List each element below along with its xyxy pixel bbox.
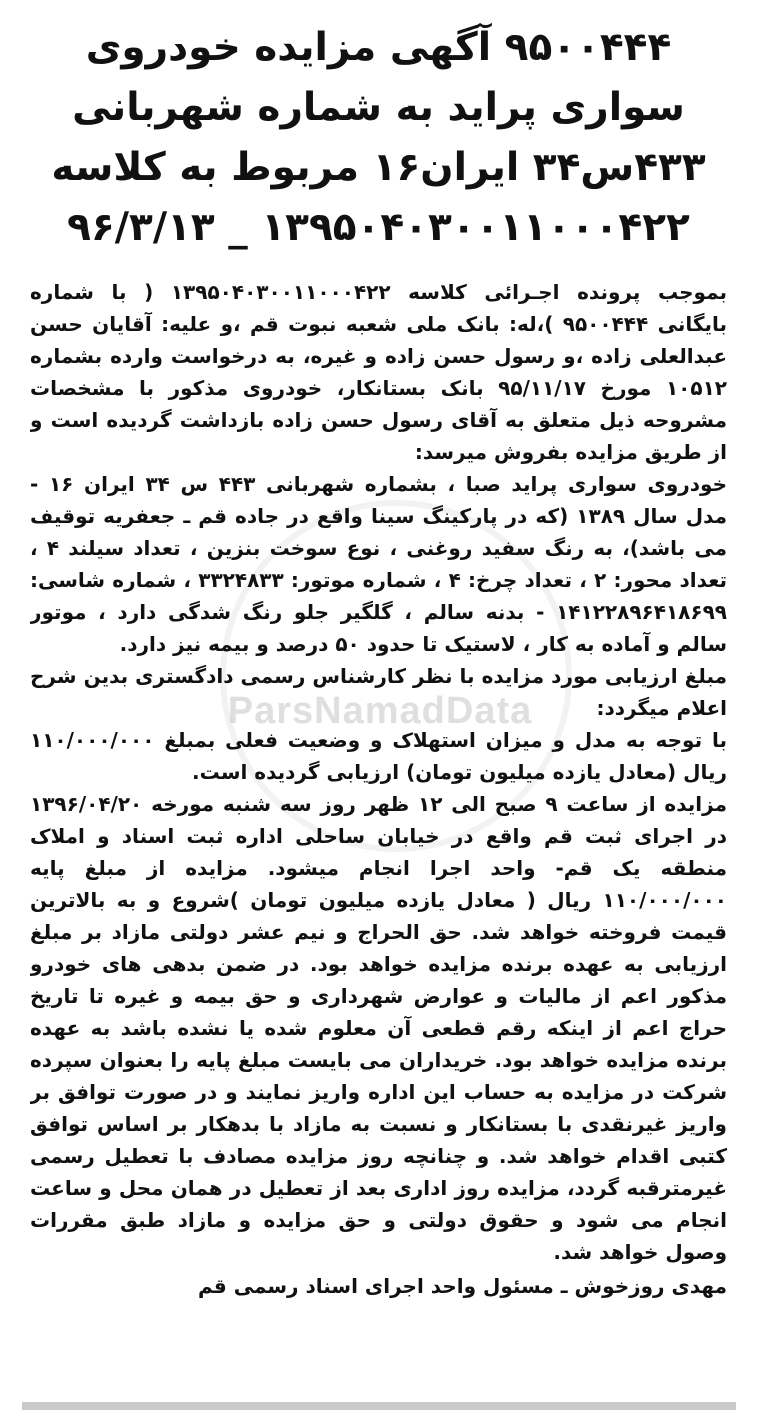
auction-notice xyxy=(30,18,727,1378)
paragraph-appraisal-value: با توجه به مدل و میزان استهلاک و وضعیت فعلی بمبلغ ۱۱۰/۰۰۰/۰۰۰ ریال (معادل یازده میلیون تومان) ارزیابی گردیده است. xyxy=(30,728,727,784)
paragraph-case-details: بموجب پرونده اجـرائی کلاسه ۱۳۹۵۰۴۰۳۰۰۱۱۰۰۰۴۲۲ ( با شماره بایگانی ۹۵۰۰۴۴۴ )،له: بانک ملی شعبه نبوت قم ،و علیه: آقایان حسن عبدالعلی زاده ،و رسول حسن زاده و غیره، به درخواست وارده بشماره ۱۰۵۱۲ مورخ ۹۵/۱۱/۱۷ بانک بستانکار، خودروی مذکور با مشخصات مشروحه ذیل متعلق به آقای رسول حسن زاده بازداشت گردیده است و از طریق مزایده بفروش میرسد: xyxy=(30,280,727,464)
signature: مهدی روزخوش ـ مسئول واحد اجرای اسناد رسمی قم xyxy=(197,1274,727,1298)
paragraph-appraisal-intro: مبلغ ارزیابی مورد مزایده با نظر کارشناس رسمی دادگستری بدین شرح اعلام میگردد: xyxy=(30,664,727,720)
paragraph-auction-terms: مزایده از ساعت ۹ صبح الی ۱۲ ظهر روز سه شنبه مورخه ۱۳۹۶/۰۴/۲۰ در اجرای ثبت قم واقع در خیابان ساحلی اداره ثبت اسناد و املاک منطقه یک قم- واحد اجرا انجام میشود. مزایده از مبلغ پایه ۱۱۰/۰۰۰/۰۰۰ ریال ( معادل یازده میلیون تومان )شروع و به بالاترین قیمت فروخته خواهد شد. حق الحراج و نیم عشر دولتی مازاد بر مبلغ ارزیابی به عهده برنده مزایده خواهد بود. در ضمن بدهی های خودرو مذکور اعم از مالیات و عوارض شهرداری و حق بیمه و غیره تا تاریخ حراج اعم از اینکه رقم قطعی آن معلوم شده یا نشده باشد به عهده برنده مزایده خواهد بود. خریداران می بایست مبلغ پایه را بعنوان سپرده شرکت در مزایده به حساب این اداره واریز نمایند و در صورت توافق بر واریز غیرنقدی با بستانکار و نسبت به مازاد با بدهکار بر اساس توافق کتبی اقدام خواهد شد. و چنانچه روز مزایده مصادف با تعطیل رسمی غیرمترقبه گردد، مزایده روز اداری بعد از تعطیل در همان محل و ساعت انجام می شود و حقوق دولتی و حق مزایده و مازاد طبق مقررات وصول خواهد شد. xyxy=(30,792,727,1264)
notice-title xyxy=(30,18,727,258)
title-line-2: سواری پراید به شماره شهربانی xyxy=(72,85,685,130)
bottom-divider xyxy=(22,1402,736,1410)
title-line-1: ۹۵۰۰۴۴۴ آگهی مزایده خودروی xyxy=(85,25,672,70)
watermark-text: ParsNamadData xyxy=(227,690,533,732)
title-line-3: ۴۳۳س۳۴ ایران۱۶ مربوط به کلاسه xyxy=(51,145,706,190)
paragraph-vehicle-specs: خودروی سواری پراید صبا ، بشماره شهربانی ۴۴۳ س ۳۴ ایران ۱۶ - مدل سال ۱۳۸۹ (که در پارکینگ سینا واقع در جاده قم ـ جعفریه توقیف می باشد)، به رنگ سفید روغنی ، نوع سوخت بنزین ، تعداد سیلند ۴ ، تعداد محور: ۲ ، تعداد چرخ: ۴ ، شماره موتور: ۳۳۲۴۸۳۳ ، شماره شاسی: ۱۴۱۲۲۸۹۶۴۱۸۶۹۹ - بدنه سالم ، گلگیر جلو رنگ شدگی دارد ، موتور سالم و آماده به کار ، لاستیک تا حدود ۵۰ درصد و بیمه نیز دارد. xyxy=(30,472,727,656)
notice-body xyxy=(30,276,727,1268)
title-line-4: ۱۳۹۵۰۴۰۳۰۰۱۱۰۰۰۴۲۲ _ ۹۶/۳/۱۳ xyxy=(67,205,690,250)
